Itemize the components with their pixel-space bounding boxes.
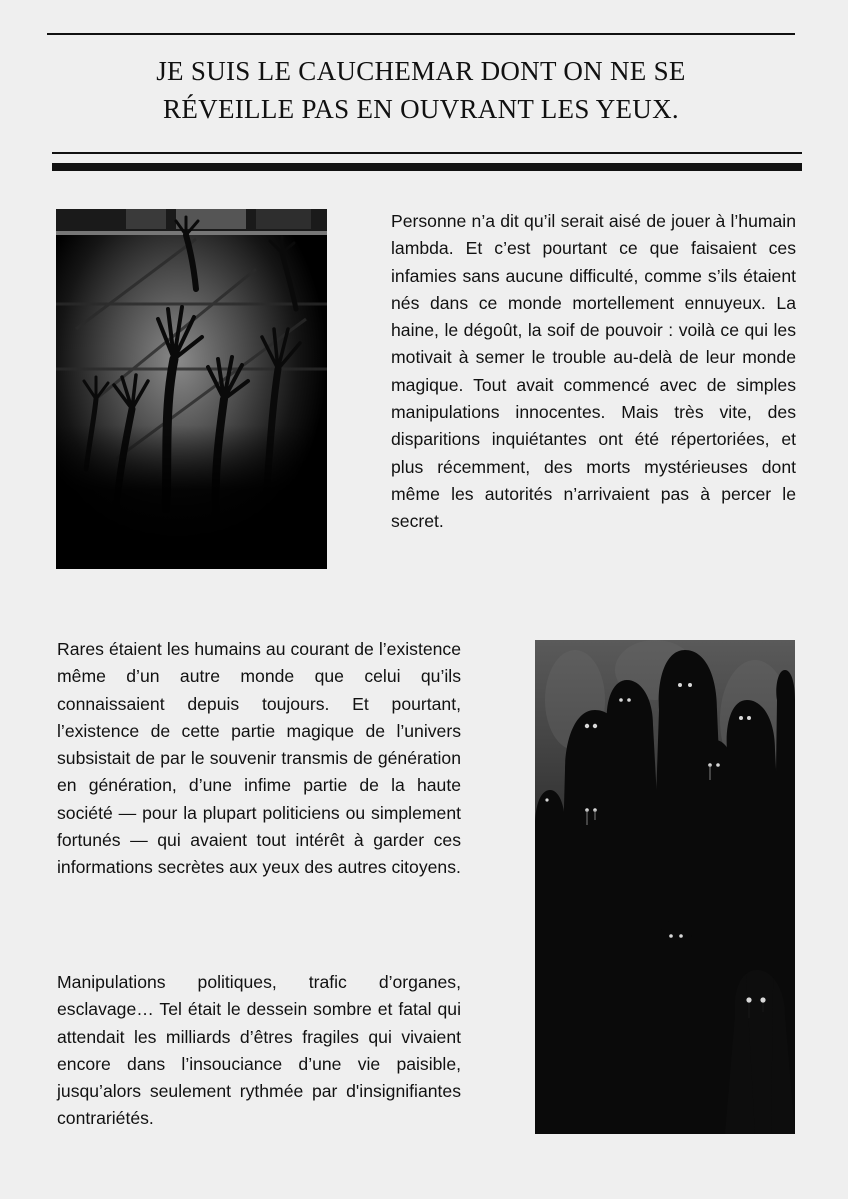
divider-thick-rule <box>52 163 802 171</box>
shadow-figures-image <box>535 640 795 1134</box>
divider-thin-rule <box>52 152 802 154</box>
title-line-2: RÉVEILLE PAS EN OUVRANT LES YEUX. <box>163 94 679 124</box>
third-paragraph: Manipulations politiques, trafic d’organes, esclavage… Tel était le dessein sombre et fatal qui attendait les milliards d’êtres fragiles qui vivaient encore dans l’insouciance d’une vie paisible, jusqu’alors seulement rythmée par d'insignifiantes contrariétés. <box>57 972 461 1129</box>
second-paragraph: Rares étaient les humains au courant de l’existence même d’un autre monde que celui qu’ils connaissaient depuis toujours. Et pourtant, l’existence de cette partie magique de l’univers subsistait de par le souvenir transmis de génération en génération, d’une infime partie de la haute société — pour la plupart politiciens ou simplement fortunés — qui avaient tout intérêt à garder ces informations secrètes aux yeux des autres citoyens. <box>57 639 461 878</box>
title-line-1: JE SUIS LE CAUCHEMAR DONT ON NE SE <box>156 56 686 86</box>
shadow-hands-image <box>56 209 327 569</box>
intro-paragraph: Personne n’a dit qu’il serait aisé de jouer à l’humain lambda. Et c’est pourtant ce que faisaient ces infamies sans aucune difficulté, comme s’ils étaient nés dans ce monde mortellement ennuyeux. La haine, le dégoût, la soif de pouvoir : voilà ce qui les motivait à semer le trouble au-delà de leur monde magique. Tout avait commencé avec de simples manipulations innocentes. Mais très vite, des disparitions inquiétantes ont été répertoriées, et plus récemment, des morts mystérieuses dont même les autorités n’arrivaient pas à percer le secret. <box>391 211 796 532</box>
top-rule <box>47 33 795 35</box>
page-title <box>47 52 795 128</box>
